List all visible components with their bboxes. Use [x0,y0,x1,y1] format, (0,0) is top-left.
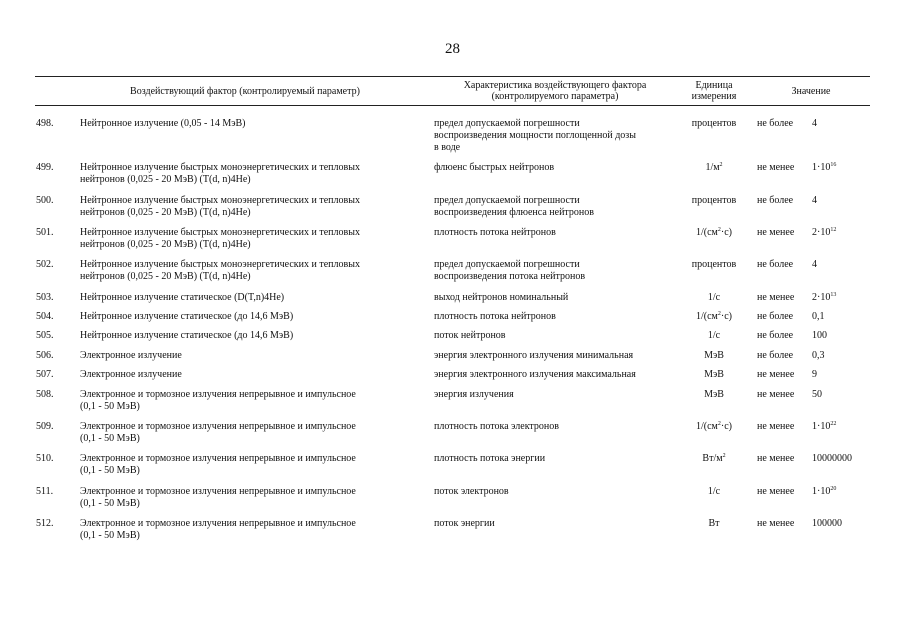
row-number: 510. [36,453,54,464]
header-factor: Воздействующий фактор (контролируемый параметр) [130,86,360,97]
row-characteristic-line: предел допускаемой погрешности [434,259,580,270]
row-factor [80,195,410,219]
row-characteristic [434,118,674,154]
row-characteristic-line: плотность потока электронов [434,421,559,432]
row-comparison: не менее [757,518,795,529]
row-unit [680,369,748,381]
row-unit-suffix: ·с) [720,421,732,432]
row-number: 512. [36,518,54,529]
row-characteristic [434,162,674,174]
row-number: 506. [36,350,54,361]
row-unit-base: МэВ [704,389,724,400]
row-factor [80,453,410,477]
row-characteristic [434,486,674,498]
row-factor-line: Электронное и тормозное излучения непрерывное и импульсное [80,389,356,400]
row-value-base: 1·10 [812,421,831,432]
row-factor-line: Нейтронное излучение статическое (до 14,6 МэВ) [80,330,294,341]
row-unit-base: 1/(см [696,421,718,432]
row-factor-line: Нейтронное излучение быстрых моноэнергетических и тепловых [80,227,360,238]
row-value [812,292,870,304]
row-number: 511. [36,486,54,497]
row-characteristic-line: энергия излучения [434,389,514,400]
row-value-base: 4 [812,259,817,270]
row-value [812,518,870,530]
row-unit-base: МэВ [704,350,724,361]
header-value: Значение [791,86,831,97]
row-factor-line: Нейтронное излучение статическое (D(T,n)4He) [80,292,285,303]
row-number: 508. [36,389,54,400]
row-unit-base: 1/(см [696,311,718,322]
row-comparison: не менее [757,292,795,303]
row-characteristic [434,389,674,401]
row-comparison: не менее [757,486,795,497]
row-unit [680,195,748,207]
row-value-base: 0,3 [812,350,825,361]
row-factor [80,259,410,283]
row-characteristic [434,350,674,362]
row-unit-base: процентов [691,195,737,206]
row-value-base: 100 [812,330,827,341]
row-value-base: 1·10 [812,162,831,173]
row-characteristic [434,311,674,323]
row-unit-base: 1/с [707,330,721,341]
row-unit [680,259,748,271]
row-factor-line: (0,1 - 50 МэВ) [80,433,140,444]
row-factor-line: нейтронов (0,025 - 20 МэВ) (T(d, n)4He) [80,271,251,282]
row-unit-exponent: 2 [717,311,721,317]
row-value-base: 4 [812,195,817,206]
row-comparison: не менее [757,453,795,464]
row-unit-base: процентов [691,118,737,129]
row-unit-exponent: 2 [717,227,721,233]
row-factor-line: нейтронов (0,025 - 20 МэВ) (T(d, n)4He) [80,207,251,218]
row-factor-line: Электронное и тормозное излучения непрерывное и импульсное [80,421,356,432]
row-value [812,195,870,207]
row-comparison: не более [757,350,794,361]
row-value-base: 100000 [812,518,842,529]
row-factor-line: нейтронов (0,025 - 20 МэВ) (T(d, n)4He) [80,174,251,185]
row-characteristic [434,195,674,219]
row-characteristic-line: плотность потока нейтронов [434,227,556,238]
row-unit [680,421,748,433]
row-characteristic-line: воспроизведения мощности поглощенной дозы [434,130,636,141]
row-factor-line: Электронное и тормозное излучения непрерывное и импульсное [80,486,356,497]
row-number: 504. [36,311,54,322]
row-characteristic-line: поток энергии [434,518,495,529]
row-unit-base: 1/с [707,486,721,497]
header-unit-line2: измерения [691,91,737,102]
table-top-rule [35,76,870,77]
row-value-exponent: 20 [830,486,837,492]
row-factor [80,486,410,510]
row-number: 509. [36,421,54,432]
row-characteristic [434,453,674,465]
row-comparison: не более [757,195,794,206]
row-value [812,162,870,174]
row-characteristic-line: энергия электронного излучения максимальная [434,369,636,380]
header-characteristic-line2: (контролируемого параметра) [491,91,619,102]
row-comparison: не более [757,330,794,341]
row-value [812,227,870,239]
row-factor [80,292,410,304]
row-characteristic [434,330,674,342]
row-value [812,421,870,433]
row-factor [80,389,410,413]
row-factor [80,330,410,342]
row-characteristic-line: энергия электронного излучения минимальная [434,350,634,361]
row-value-base: 1·10 [812,486,831,497]
row-factor-line: Нейтронное излучение статическое (до 14,6 МэВ) [80,311,294,322]
row-unit-base: процентов [691,259,737,270]
row-factor-line: Нейтронное излучение быстрых моноэнергетических и тепловых [80,162,360,173]
row-unit-suffix: ·с) [720,227,732,238]
row-value-exponent: 12 [830,227,837,233]
row-value-base: 10000000 [812,453,852,464]
row-factor-line: Электронное излучение [80,350,182,361]
row-value-base: 2·10 [812,227,831,238]
row-unit [680,486,748,498]
row-characteristic-line: флюенс быстрых нейтронов [434,162,555,173]
row-unit [680,311,748,323]
row-comparison: не менее [757,369,795,380]
row-value-exponent: 13 [830,292,837,298]
row-factor [80,311,410,323]
row-factor [80,421,410,445]
row-unit-base: Вт [708,518,720,529]
page-number: 28 [445,41,460,57]
row-factor [80,227,410,251]
row-unit [680,162,748,174]
row-value-exponent: 22 [830,421,837,427]
header-characteristic-line1: Характеристика воздействующего фактора [463,80,647,91]
row-value [812,453,870,465]
row-number: 505. [36,330,54,341]
row-value-base: 50 [812,389,822,400]
row-number: 501. [36,227,54,238]
row-characteristic [434,369,674,381]
row-factor-line: (0,1 - 50 МэВ) [80,498,140,509]
row-unit-base: 1/с [707,292,721,303]
row-unit-base: МэВ [704,369,724,380]
row-factor-line: (0,1 - 50 МэВ) [80,401,140,412]
row-unit [680,389,748,401]
row-unit [680,350,748,362]
row-number: 507. [36,369,54,380]
row-factor [80,118,410,130]
row-characteristic-line: предел допускаемой погрешности [434,118,580,129]
row-characteristic-line: воспроизведения потока нейтронов [434,271,586,282]
row-value-base: 9 [812,369,817,380]
row-value [812,259,870,271]
row-unit-exponent: 2 [719,162,723,168]
row-unit-exponent: 2 [717,421,721,427]
row-characteristic [434,518,674,530]
row-comparison: не менее [757,389,795,400]
row-value [812,350,870,362]
row-number: 500. [36,195,54,206]
row-unit-exponent: 2 [722,453,726,459]
row-comparison: не более [757,311,794,322]
row-value-base: 4 [812,118,817,129]
row-unit-base: Вт/м [702,453,723,464]
row-value [812,389,870,401]
row-comparison: не менее [757,421,795,432]
row-number: 498. [36,118,54,129]
row-number: 499. [36,162,54,173]
row-characteristic-line: поток нейтронов [434,330,506,341]
row-number: 502. [36,259,54,270]
row-unit [680,227,748,239]
row-factor-line: Нейтронное излучение (0,05 - 14 МэВ) [80,118,246,129]
row-value-base: 0,1 [812,311,825,322]
row-factor-line: Нейтронное излучение быстрых моноэнергетических и тепловых [80,259,360,270]
row-factor-line: (0,1 - 50 МэВ) [80,530,140,541]
row-unit [680,118,748,130]
row-factor [80,369,410,381]
row-unit [680,518,748,530]
row-comparison: не менее [757,162,795,173]
row-unit [680,292,748,304]
row-characteristic-line: предел допускаемой погрешности [434,195,580,206]
row-comparison: не более [757,118,794,129]
row-factor-line: нейтронов (0,025 - 20 МэВ) (T(d, n)4He) [80,239,251,250]
row-factor [80,518,410,542]
row-value [812,118,870,130]
row-factor-line: Электронное излучение [80,369,182,380]
row-value [812,486,870,498]
row-value [812,369,870,381]
row-comparison: не менее [757,227,795,238]
row-value [812,330,870,342]
row-unit [680,330,748,342]
row-characteristic-line: в воде [434,142,461,153]
header-characteristic [430,80,680,102]
row-value-exponent: 16 [830,162,837,168]
row-factor-line: Электронное и тормозное излучения непрерывное и импульсное [80,518,356,529]
row-unit-base: 1/(см [696,227,718,238]
row-characteristic [434,259,674,283]
row-characteristic-line: выход нейтронов номинальный [434,292,569,303]
row-factor [80,162,410,186]
row-characteristic-line: поток электронов [434,486,509,497]
table-header-rule [35,105,870,106]
row-characteristic-line: воспроизведения флюенса нейтронов [434,207,594,218]
row-value [812,311,870,323]
row-characteristic [434,227,674,239]
row-characteristic-line: плотность потока нейтронов [434,311,556,322]
row-characteristic [434,421,674,433]
row-unit [680,453,748,465]
row-characteristic [434,292,674,304]
row-comparison: не более [757,259,794,270]
row-number: 503. [36,292,54,303]
header-unit [680,80,748,102]
row-value-base: 2·10 [812,292,831,303]
row-characteristic-line: плотность потока энергии [434,453,546,464]
header-unit-line1: Единица [695,80,733,91]
row-factor-line: (0,1 - 50 МэВ) [80,465,140,476]
row-factor [80,350,410,362]
row-unit-suffix: ·с) [720,311,732,322]
row-factor-line: Электронное и тормозное излучения непрерывное и импульсное [80,453,356,464]
row-factor-line: Нейтронное излучение быстрых моноэнергетических и тепловых [80,195,360,206]
row-unit-base: 1/м [705,162,720,173]
